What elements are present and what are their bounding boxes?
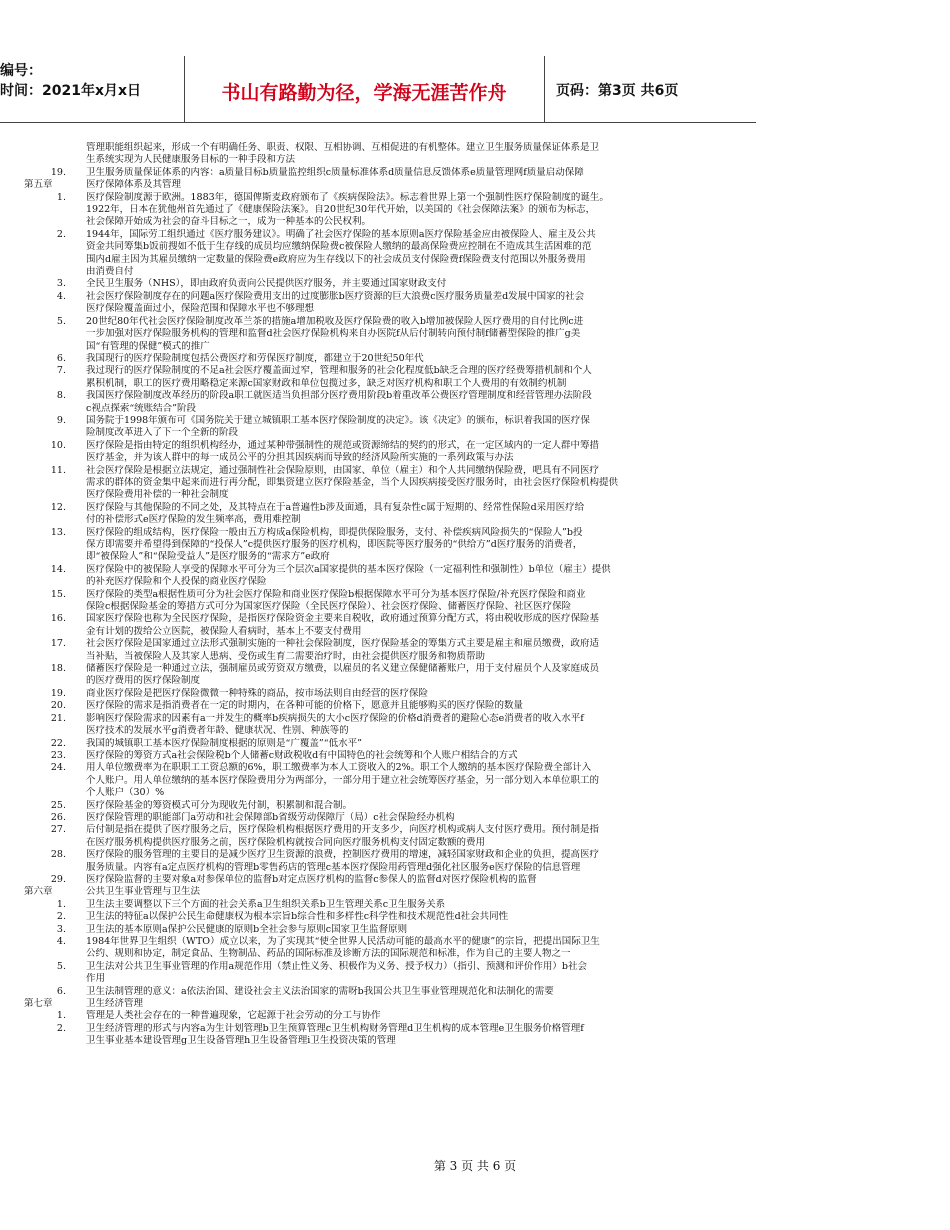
item-text: 后付制是指在提供了医疗服务之后，医疗保险机构根据医疗费用的开支多少，向医疗机构或病人支付医疗费用。预付制是指	[86, 824, 600, 836]
list-item	[24, 812, 724, 824]
item-text: 医疗保险中的被保险人享受的保障水平可分为三个层次a国家提供的基本医疗保险（一定福利性和强制性）b单位（雇主）提供	[86, 563, 611, 575]
item-number: 17.	[50, 638, 66, 650]
text-line: 医疗保险费用补偿的一种社会制度	[86, 489, 229, 501]
item-number: 15.	[50, 588, 66, 600]
page-number-label: 页码：第3页 共6页	[556, 83, 679, 99]
item-number: 23.	[50, 749, 66, 761]
item-number: 10.	[50, 439, 66, 451]
text-line: 资金共同筹集b饭前搜如不低于生存线的成员均应缴纳保险费c被保险人缴纳的最高保险费应控制在不造成其生活困难的范	[86, 241, 592, 253]
text-line: 保险c根据保险基金的筹措方式可分为国家医疗保险（全民医疗保险）、社会医疗保险、储蓄医疗保险、社区医疗保险	[86, 601, 572, 613]
item-number: 2.	[56, 1022, 66, 1034]
list-item	[24, 899, 724, 911]
item-number: 5.	[56, 315, 66, 327]
text-line: 国“有管理的保健”模式的推广	[86, 340, 210, 352]
item-number: 21.	[50, 712, 66, 724]
item-text: 卫生经济管理的形式与内容a为生计划管理b卫生预算管理c卫生机构财务管理d卫生机构的成本管理e卫生服务价格管理f	[86, 1022, 584, 1034]
item-number: 16.	[50, 613, 66, 625]
item-text: 全民卫生服务（NHS），即由政府负责向公民提供医疗服务，并主要通过国家财政支付	[86, 278, 447, 290]
list-item	[24, 738, 724, 750]
list-item	[24, 465, 724, 477]
list-item	[24, 800, 724, 812]
item-text: 社会医疗保险是国家通过立法形式强制实施的一种社会保险制度，医疗保险基金的筹集方式主要是雇主和雇员缴费，政府适	[86, 638, 600, 650]
chapter-heading	[24, 886, 724, 898]
list-item	[24, 986, 724, 998]
list-item	[24, 911, 724, 923]
list-item	[24, 192, 724, 204]
list-item	[24, 390, 724, 402]
header-motto-cell	[184, 56, 545, 122]
chapter-title: 卫生经济管理	[86, 998, 144, 1010]
text-line: 当补贴，当被保险人及其家人患病、受伤或生育二需要治疗时，由社会提供医疗服务和物质帮助	[86, 650, 486, 662]
text-line: 由消费自付	[86, 266, 134, 278]
list-item	[24, 229, 724, 241]
item-number: 4.	[56, 290, 66, 302]
item-text: 1984年世界卫生组织（WTO）成立以来，为了实现其“使全世界人民活动可能的最高水平的健康”的宗旨，把提出国际卫生	[86, 936, 600, 947]
text-line: 生系统实现为人民健康服务目标的一种手段和方法	[86, 154, 296, 166]
text-line: 公约、规则和协定，制定食品、生物制品、药品的国际标准及诊断方法的国际规范和标准，作为自己的主要人物之一	[86, 948, 571, 960]
header-info-cell	[0, 56, 185, 122]
text-line: 作用	[86, 973, 106, 985]
item-number: 13.	[50, 526, 66, 538]
text-line: 付的补偿形式e医疗保险的发生频率高，费用难控制	[86, 514, 301, 526]
item-number: 2.	[56, 228, 66, 240]
text-line: 的医疗费用的医疗保险制度	[86, 675, 201, 687]
list-item	[24, 278, 724, 290]
list-item	[24, 700, 724, 712]
list-item	[24, 440, 724, 452]
list-item	[24, 762, 724, 774]
item-number: 22.	[50, 737, 66, 749]
item-number: 11.	[50, 464, 66, 476]
text-line: c视点探索“统账结合”阶段	[86, 402, 197, 414]
chapter-heading	[24, 179, 724, 191]
text-line: 个人账户。用人单位缴纳的基本医疗保险费用分为两部分，一部分用于建立社会统筹医疗基金，另一部分划入本单位职工的	[86, 774, 600, 786]
text-line: 个人账户（30）%	[86, 787, 165, 799]
chapter-title: 医疗保障体系及其管理	[86, 179, 182, 191]
text-line: 即“被保险人”和“保险受益人”是医疗服务的“需求方”e政府	[86, 551, 330, 563]
item-text: 医疗保险的筹资方式a社会保险税b个人储蓄c财政税收d有中国特色的社会统筹和个人账户相结合的方式	[86, 749, 518, 761]
item-text: 卫生法制管理的意义：a依法治国、建设社会主义法治国家的需呀b我国公共卫生事业管理规范化和法制化的需要	[86, 985, 554, 997]
item-text: 医疗保险是指由特定的组织机构经办，通过某种带强制性的规范或资源缔结的契约的形式，在一定区域内的一定人群中筹措	[86, 439, 600, 451]
item-text: 我过现行的医疗保险制度的不足a社会医疗覆盖面过窄，管理和服务的社会化程度低b缺乏合理的医疗经费筹措机制和个人	[86, 365, 592, 377]
text-line: 险制度改革进入了下一个全新的阶段	[86, 427, 239, 439]
item-text: 管理是人类社会存在的一种普遍现象，它起源于社会劳动的分工与协作	[86, 1010, 381, 1022]
item-text: 卫生法主要调整以下三个方面的社会关系a卫生组织关系b卫生管理关系c卫生服务关系	[86, 898, 446, 910]
item-text: 我国的城镇职工基本医疗保险制度根据的原则是“广覆盖”“低水平”	[86, 737, 362, 749]
list-item	[24, 1023, 724, 1035]
list-item	[24, 316, 724, 328]
item-text: 社会医疗保险是根据立法规定，通过强制性社会保险原则，由国家、单位（雇主）和个人共同缴纳保险费，吧具有不同医疗	[86, 464, 600, 476]
list-item	[24, 936, 724, 948]
item-number: 1.	[56, 1010, 66, 1022]
text-line: 医疗保险覆盖面过小，保险范围和保障水平也不够理想	[86, 303, 315, 315]
list-item	[24, 824, 724, 836]
item-text: 卫生服务质量保证体系的内容：a质量目标b质量监控组织c质量标准体系d质量信息反馈体系e质量管理网f质量启动保障	[86, 166, 584, 178]
item-number: 19.	[50, 166, 66, 178]
list-item	[24, 874, 724, 886]
item-text: 国家医疗保险也称为全民医疗保险，是指医疗保险资金主要来自税收，政府通过预算分配方式，将由税收形成的医疗保险基	[86, 613, 600, 625]
item-text: 我国医疗保险制度改革经历的阶段a职工就医适当负担部分医疗费用阶段b着重改革公费医疗管理制度和经营管理办法阶段	[86, 390, 592, 402]
item-text: 医疗保险的组成结构，医疗保险一般由五方构成a保险机构，即提供保险服务，支付、补偿疾病风险损失的“保险人”b投	[86, 526, 583, 538]
text-line: 卫生事业基本建设管理g卫生设备管理h卫生设备管理i卫生投资决策的管理	[86, 1035, 396, 1047]
item-text: 医疗保险的服务管理的主要目的是减少医疗卫生资源的浪费，控制医疗费用的增速，减轻国家财政和企业的负担，提高医疗	[86, 849, 600, 861]
list-item	[24, 564, 724, 576]
list-item	[24, 924, 724, 936]
list-item	[24, 527, 724, 539]
time-label: 时间：2021年x月x日	[0, 83, 142, 99]
item-text: 国务院于1998年颁布可《国务院关于建立城镇职工基本医疗保险制度的决定》。该《决定》的颁布，标识着我国的医疗保	[86, 414, 590, 426]
chapter-number: 第六章	[24, 886, 53, 898]
text-line: 金有计划的拨给公立医院，被保险人看病时，基本上不要支付费用	[86, 625, 362, 637]
item-number: 28.	[50, 849, 66, 861]
text-line: 保方即需要并希望得到保障的“投保人”c提供医疗服务的医疗机构，即医院等医疗服务的“供给方”d医疗服务的消费者，	[86, 539, 583, 550]
text-line: 服务质量。内容有a定点医疗机构的管理b零售药店的管理c基本医疗保险用药管理d强化社区服务e医疗保险的信息管理	[86, 861, 581, 873]
item-text: 储蓄医疗保险是一种通过立法，强制雇员或劳资双方缴费，以雇员的名义建立保健储蓄账户，用于支付雇员个人及家庭成员	[86, 663, 600, 675]
item-text: 医疗保险制度源于欧洲。1883年，德国俾斯麦政府颁布了《疾病保险法》。标志着世界上第一个强制性医疗保险制度的诞生。	[86, 191, 609, 203]
text-line: 医疗基金，并为该人群中的每一成员公平的分担其因疾病而导致的经济风险所实施的一系列政策与办法	[86, 452, 514, 464]
item-number: 1.	[56, 191, 66, 203]
chapter-title: 公共卫生事业管理与卫生法	[86, 886, 201, 898]
text-line: 需求的群体的资金集中起来而进行再分配，即集资建立医疗保险基金，当个人因疾病接受医疗服务时，由社会医疗保险机构提供	[86, 476, 619, 488]
chapter-heading	[24, 998, 724, 1010]
motto-text: 书山有路勤为径，学海无涯苦作舟	[221, 82, 507, 104]
item-number: 8.	[56, 390, 66, 402]
page-header	[0, 56, 756, 123]
text-line: 在医疗服务机构提供医疗服务之前，医疗保险机构就按合同向医疗服务机构支付固定数额的费用	[86, 836, 486, 848]
item-number: 25.	[50, 799, 66, 811]
list-item	[24, 663, 724, 675]
list-item	[24, 961, 724, 973]
chapter-number: 第七章	[24, 998, 53, 1010]
item-text: 医疗保险基金的筹资模式可分为现收先付制，积累制和混合制。	[86, 799, 353, 811]
item-number: 19.	[50, 687, 66, 699]
item-number: 24.	[50, 762, 66, 774]
item-text: 卫生法的基本原则a保护公民健康的原则b全社会参与原则c国家卫生监督原则	[86, 923, 408, 935]
item-number: 4.	[56, 936, 66, 947]
list-item	[24, 415, 724, 427]
item-text: 20世纪80年代社会医疗保险制度改革兰茶的措施a增加税收及医疗保险费的收入b增加被保险人医疗费用的自付比例c进	[86, 315, 584, 327]
item-text: 医疗保险与其他保险的不同之处，及其特点在于a普遍性b涉及面通，具有复杂性c属于短期的、经常性保险d采用医疗给	[86, 501, 585, 513]
item-number: 29.	[50, 873, 66, 885]
text-line: 社会保障开始成为社会的奋斗目标之一，成为一种基本的公民权利。	[86, 216, 372, 228]
item-text: 1944年，国际劳工组织通过《医疗服务建议》。明确了社会医疗保险的基本原则a医疗保险基金应由被保险人、雇主及公共	[86, 228, 596, 240]
item-number: 7.	[56, 365, 66, 377]
chapter-number: 第五章	[24, 179, 53, 191]
item-text: 医疗保险监督的主要对象a对参保单位的监督b对定点医疗机构的监督c参保人的监督d对医疗保险机构的监督	[86, 873, 537, 885]
text-line: 一步加强对医疗保险服务机构的管理和监督d社会医疗保险机构来自办医院f从后付制转向预付制f储蓄型保险的推广g美	[86, 328, 581, 340]
item-number: 27.	[50, 824, 66, 836]
list-item	[24, 502, 724, 514]
item-number: 3.	[56, 278, 66, 290]
item-number: 9.	[56, 414, 66, 426]
page-footer: 第 3 页 共 6 页	[433, 1159, 517, 1173]
item-text: 医疗保险管理的职能部门a劳动和社会保障部b省级劳动保障厅（局）c社会保险经办机构	[86, 811, 455, 823]
item-number: 6.	[56, 352, 66, 364]
text-line: 的补充医疗保险和个人投保的商业医疗保险	[86, 576, 267, 588]
text-line: 1922年，日本在犹他州首先通过了《健康保险法案》。自20世纪30年代开始，以美国的《社会保障法案》的颁布为标志，	[86, 204, 596, 216]
item-number: 12.	[50, 501, 66, 513]
item-number: 1.	[56, 898, 66, 910]
item-number: 26.	[50, 811, 66, 823]
list-item	[24, 688, 724, 700]
list-item	[24, 1010, 724, 1022]
text-line: 医疗技术的发展水平g消费者年龄、健康状况、性别、种族等的	[86, 725, 349, 737]
document-body	[24, 142, 724, 1048]
item-number: 5.	[56, 960, 66, 972]
list-item	[24, 750, 724, 762]
item-text: 商业医疗保险是把医疗保险微微一种特殊的商品，按市场法则自由经营的医疗保险	[86, 687, 429, 699]
list-item	[24, 713, 724, 725]
item-text: 社会医疗保险制度存在的问题a医疗保险费用支出的过度膨胀b医疗资源的巨大浪费c医疗服务质量差d发展中国家的社会	[86, 290, 585, 302]
text-line: 围内d雇主因为其雇员缴纳一定数量的保险费e政府应为生存线以下的社会成员支付保险费f保险费支付范围以外服务费用	[86, 253, 586, 265]
item-text: 卫生法的特征a以保护公民生命健康权为根本宗旨b综合性和多样性c科学性和技术规范性d社会共同性	[86, 911, 509, 923]
list-item	[24, 849, 724, 861]
list-item	[24, 589, 724, 601]
item-text: 卫生法对公共卫生事业管理的作用a规范作用（禁止性义务、积极作为义务、授予权力）（指引、预测和评价作用）b社会	[86, 960, 587, 972]
list-item	[24, 638, 724, 650]
code-label: 编号：	[0, 63, 42, 79]
list-item	[24, 291, 724, 303]
item-number: 6.	[56, 985, 66, 997]
item-text: 医疗保险的需求是指消费者在一定的时期内，在各种可能的价格下，愿意并且能够购买的医疗保险的数量	[86, 700, 524, 712]
item-number: 20.	[50, 700, 66, 712]
item-text: 医疗保险的类型a根据性质可分为社会医疗保险和商业医疗保险b根据保障水平可分为基本医疗保险/补充医疗保险和商业	[86, 588, 586, 600]
list-item	[24, 613, 724, 625]
item-number: 18.	[50, 663, 66, 675]
item-text: 用人单位缴费率为在职职工工资总额的6%，职工缴费率为本人工资收入的2%。职工个人缴纳的基本医疗保险费全部计入	[86, 762, 592, 774]
item-text: 影响医疗保险需求的因素有a一并发生的概率b疾病损失的大小c医疗保险的价格d消费者的避险心态e消费者的收入水平f	[86, 712, 584, 724]
list-item	[24, 167, 724, 179]
item-number: 3.	[56, 923, 66, 935]
text-line: 管理职能组织起来，形成一个有明确任务、职责、权限、互相协调、互相促进的有机整体。建立卫生服务质量保证体系是卫	[86, 142, 600, 153]
list-item	[24, 365, 724, 377]
item-text: 我国现行的医疗保险制度包括公费医疗和劳保医疗制度，都建立于20世纪50年代	[86, 352, 424, 364]
text-line: 累积机制，职工的医疗费用略稳定来源c国家财政和单位包揽过多，缺乏对医疗机构和职工个人费用的有效制约机制	[86, 377, 567, 389]
item-number: 2.	[56, 911, 66, 923]
item-number: 14.	[50, 563, 66, 575]
list-item	[24, 353, 724, 365]
